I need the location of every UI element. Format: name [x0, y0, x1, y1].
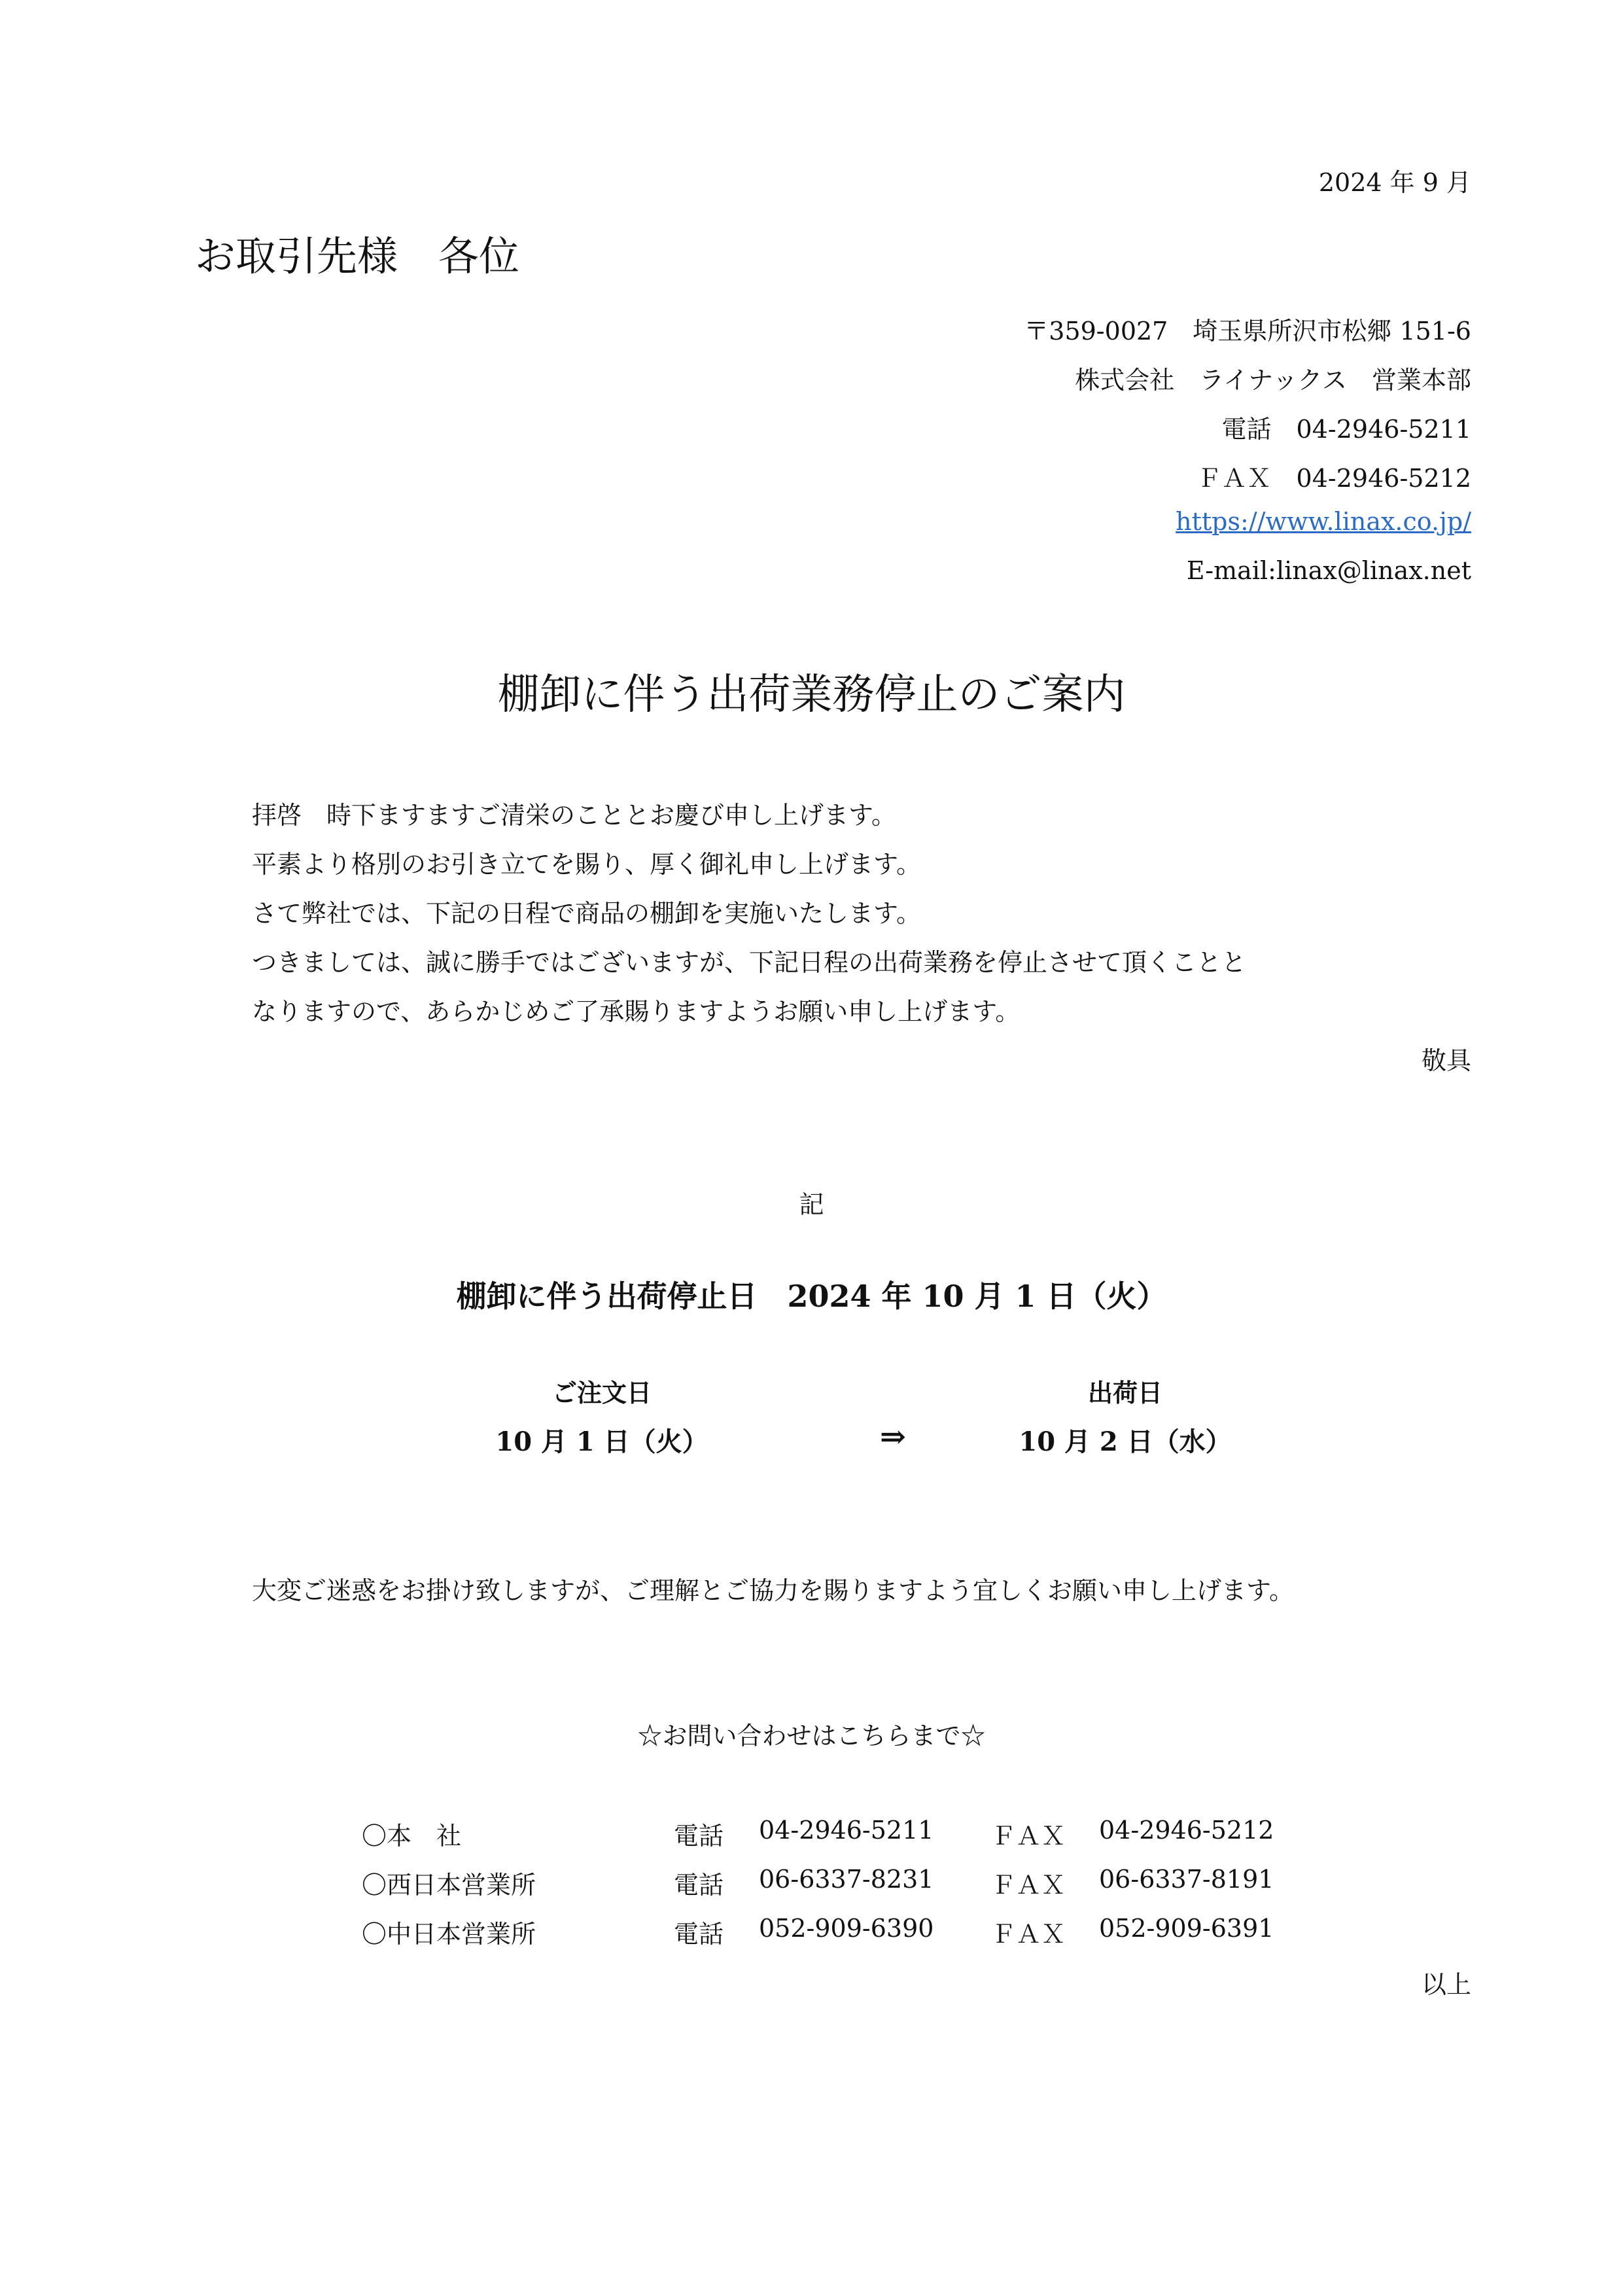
closing-keigu: 敬具 [1421, 1046, 1471, 1075]
body-line: さて弊社では、下記の日程で商品の棚卸を実施いたします。 [252, 899, 921, 928]
contact-fax-label: ＦＡＸ [991, 1920, 1066, 1949]
ki-heading: 記 [799, 1190, 824, 1219]
sender-tel: 電話 04-2946-5211 [1221, 415, 1471, 444]
contact-fax: 052-909-6391 [1099, 1914, 1274, 1943]
contact-fax: 04-2946-5212 [1099, 1816, 1274, 1845]
contact-fax-label: ＦＡＸ [991, 1871, 1066, 1899]
end-mark-ijou: 以上 [1421, 1970, 1471, 1999]
document-title: 棚卸に伴う出荷業務停止のご案内 [497, 671, 1126, 719]
apology-text: 大変ご迷惑をお掛け致しますが、ご理解とご協力を賜りますよう宜しくお願い申し上げます。 [252, 1576, 1294, 1605]
order-date-value: 10 月 1 日（火） [495, 1426, 708, 1457]
body-line: 拝啓 時下ますますご清栄のこととお慶び申し上げます。 [252, 801, 896, 830]
addressee: お取引先様 各位 [195, 232, 520, 280]
contact-tel: 052-909-6390 [759, 1914, 934, 1943]
body-line: つきましては、誠に勝手ではございますが、下記日程の出荷業務を停止させて頂くことと [252, 948, 1247, 977]
contact-tel: 04-2946-5211 [759, 1816, 934, 1845]
sender-postal-address: 〒359-0027 埼玉県所沢市松郷 151-6 [1024, 317, 1471, 345]
contact-heading: ☆お問い合わせはこちらまで☆ [637, 1722, 986, 1750]
body-line: 平素より格別のお引き立てを賜り、厚く御礼申し上げます。 [252, 850, 921, 879]
sender-email: E-mail:linax@linax.net [1186, 556, 1471, 585]
shipping-stop-date: 棚卸に伴う出荷停止日 2024 年 10 月 1 日（火） [456, 1279, 1167, 1314]
contact-fax: 06-6337-8191 [1099, 1865, 1274, 1894]
contact-name: 〇中日本営業所 [362, 1920, 536, 1949]
contact-fax-label: ＦＡＸ [991, 1822, 1066, 1850]
order-date-label: ご注文日 [551, 1378, 652, 1407]
sender-company: 株式会社 ライナックス 営業本部 [1075, 366, 1471, 395]
contact-tel-label: 電話 [674, 1871, 724, 1899]
contact-name: 〇本 社 [362, 1822, 462, 1850]
body-line: なりますので、あらかじめご了承賜りますようお願い申し上げます。 [252, 997, 1021, 1026]
document-date: 2024 年 9 月 [1318, 168, 1471, 197]
ship-date-label: 出荷日 [1087, 1378, 1162, 1407]
ship-date-value: 10 月 2 日（水） [1019, 1426, 1232, 1457]
sender-fax: ＦＡＸ 04-2946-5212 [1196, 464, 1471, 493]
contact-tel-label: 電話 [674, 1822, 724, 1850]
contact-name: 〇西日本営業所 [362, 1871, 536, 1899]
arrow-icon: ⇒ [879, 1419, 907, 1455]
contact-tel-label: 電話 [674, 1920, 724, 1949]
sender-website-link[interactable]: https://www.linax.co.jp/ [1176, 507, 1471, 536]
contact-tel: 06-6337-8231 [759, 1865, 934, 1894]
